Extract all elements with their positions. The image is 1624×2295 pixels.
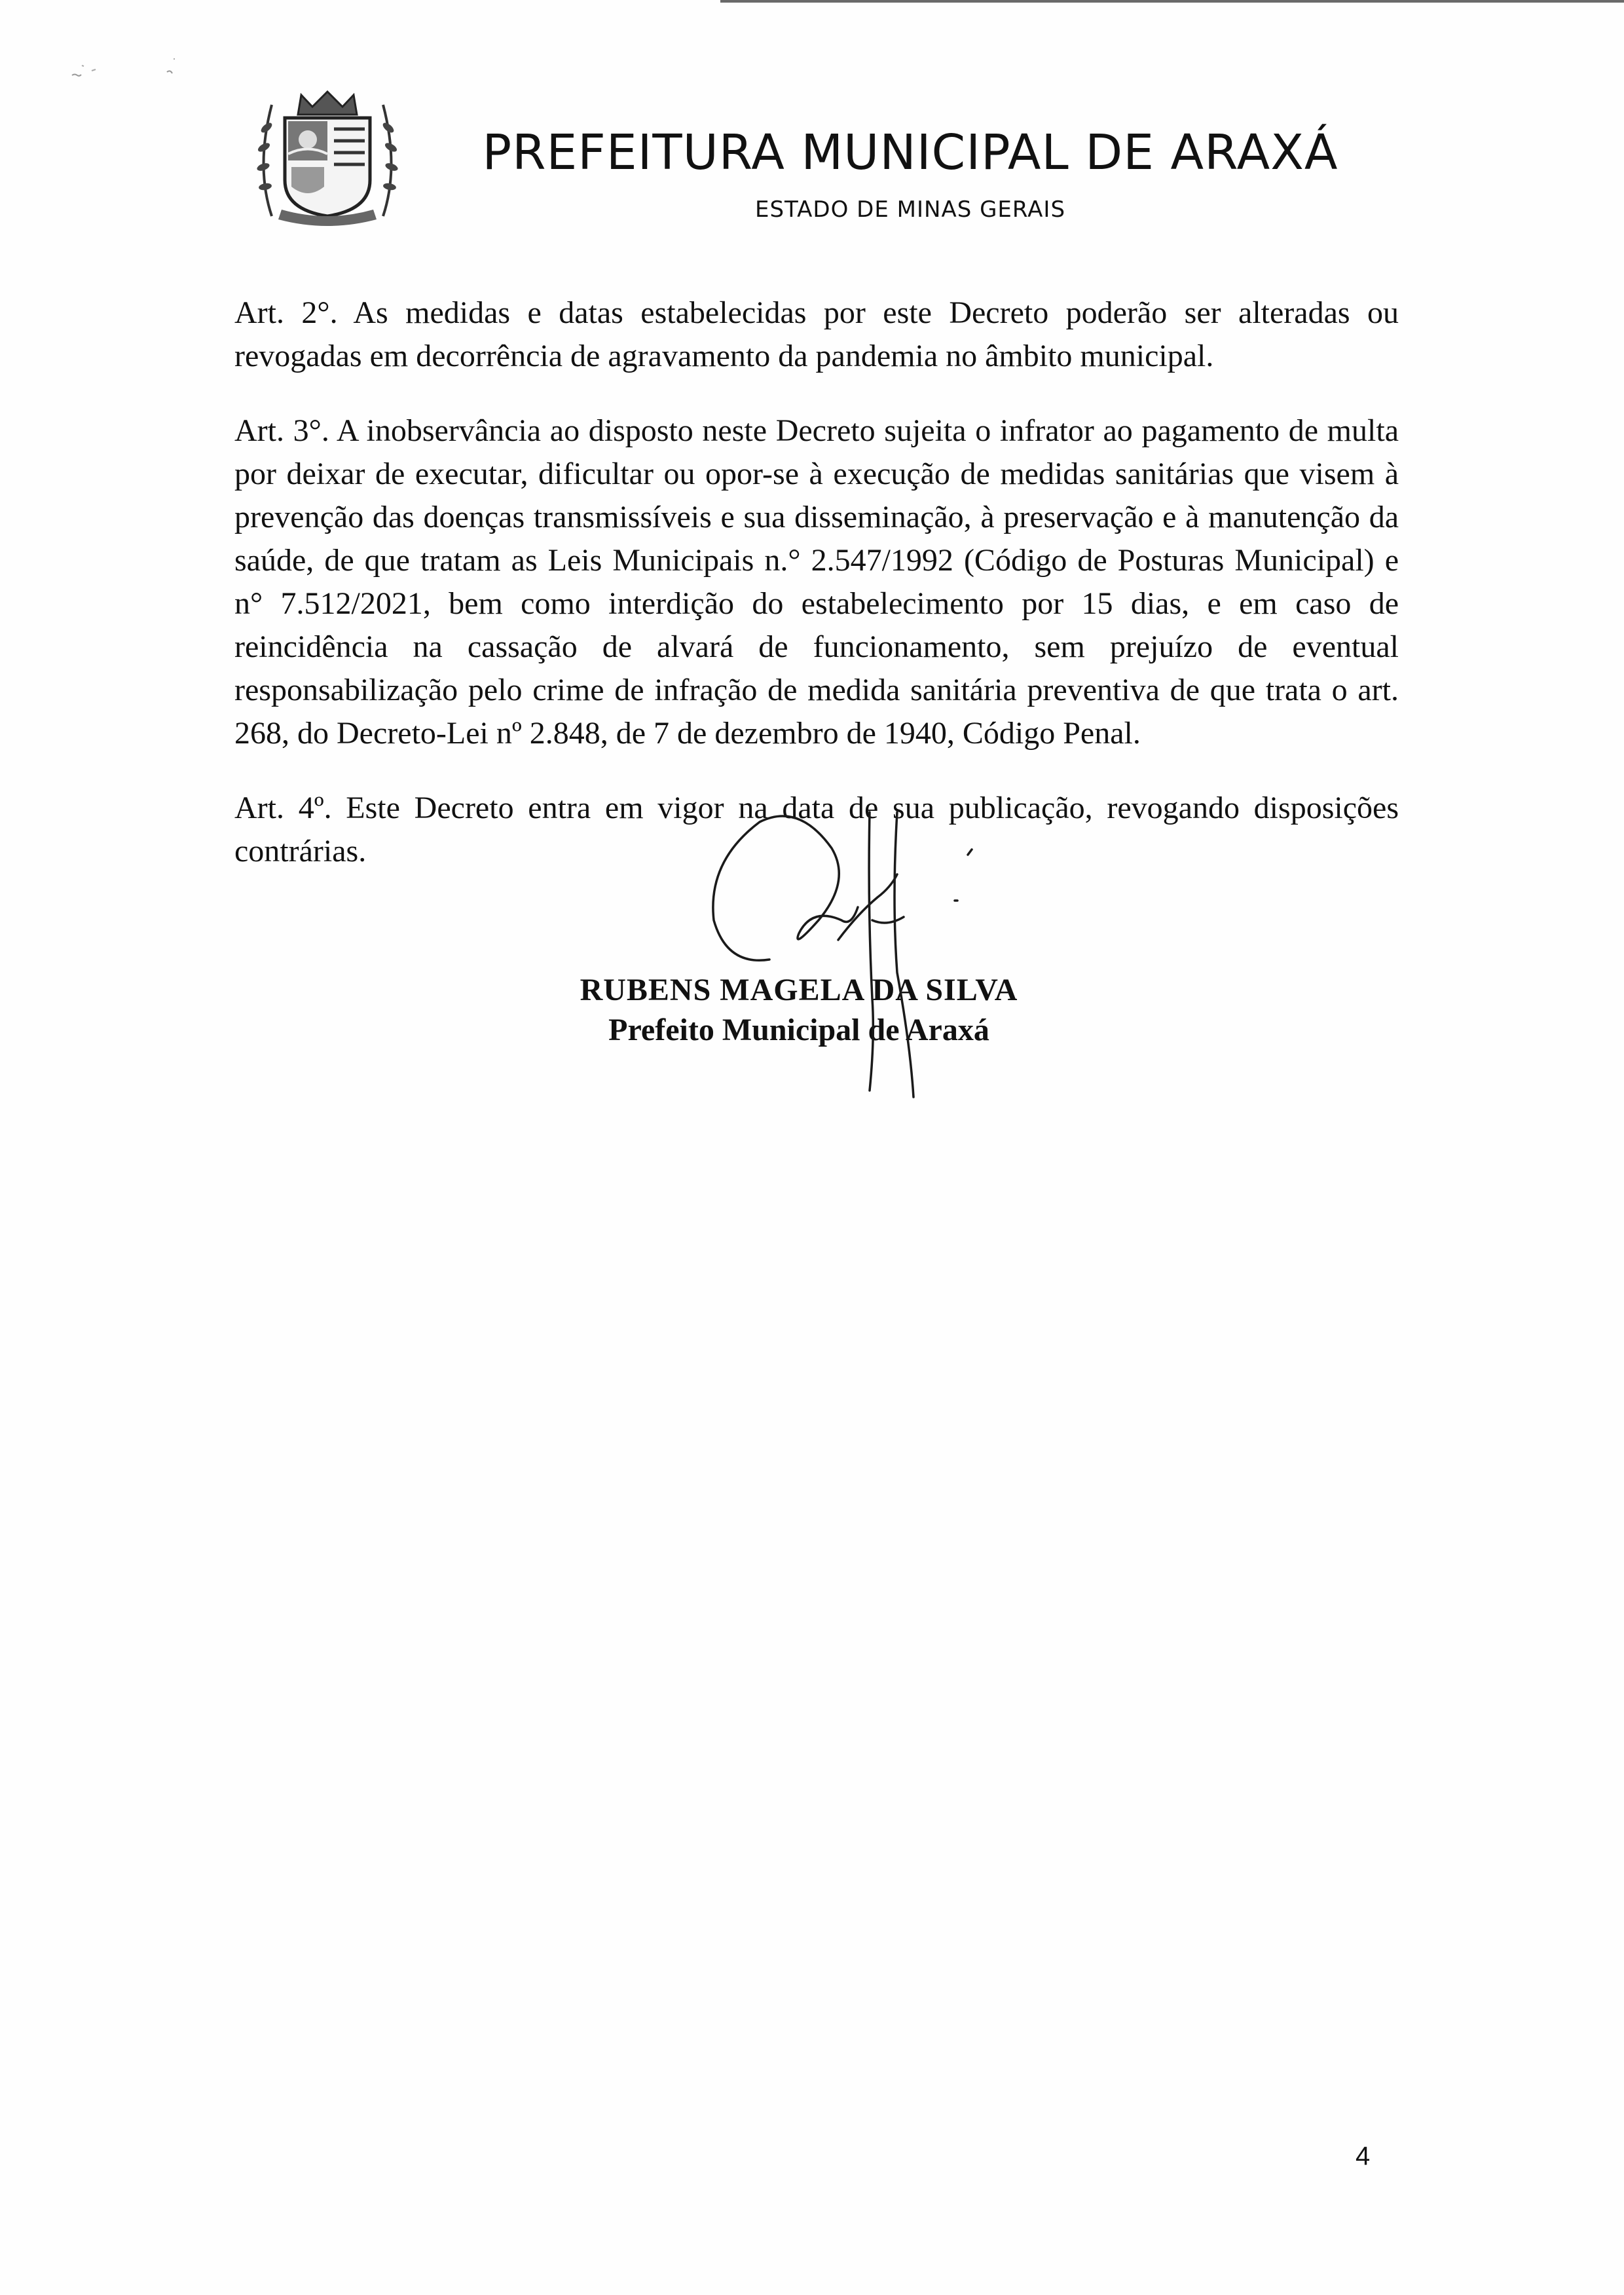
page-number: 4 [1356, 2142, 1371, 2171]
handwritten-signature [701, 809, 995, 1104]
signatory-name: RUBENS MAGELA DA SILVA [580, 973, 1018, 1007]
header-title: PREFEITURA MUNICIPAL DE ARAXÁ [482, 124, 1338, 181]
article-4-paragraph: Art. 4º. Este Decreto entra em vigor na data de sua publicação, revogando disposições contrárias. [234, 791, 1399, 868]
header-subtitle: ESTADO DE MINAS GERAIS [754, 196, 1066, 223]
article-2-paragraph: Art. 2°. As medidas e datas estabelecidas por este Decreto poderão ser alteradas ou revogadas em decorrência de agravamento da pandemia no âmbito municipal. [234, 295, 1399, 373]
scan-noise-marks [52, 39, 196, 92]
article-3-paragraph: Art. 3°. A inobservância ao disposto neste Decreto sujeita o infrator ao pagamento de multa por deixar de executar, dificultar ou opor-se à execução de medidas sanitárias que visem à prevenção das doenças transmissíveis e sua disseminação, à preservação e à manutenção da saúde, de que tratam as Leis Municipais n.° 2.547/1992 (Código de Posturas Municipal) e n° 7.512/2021, bem como interdição do estabelecimento por 15 dias, e em caso de reincidência na cassação de alvará de funcionamento, sem prejuízo de eventual responsabilização pelo crime de infração de medida sanitária preventiva de que trata o art. 268, do Decreto-Lei nº 2.848, de 7 de dezembro de 1940, Código Penal. [234, 413, 1399, 751]
scan-edge-line [720, 0, 1624, 3]
signatory-role: Prefeito Municipal de Araxá [608, 1013, 989, 1047]
